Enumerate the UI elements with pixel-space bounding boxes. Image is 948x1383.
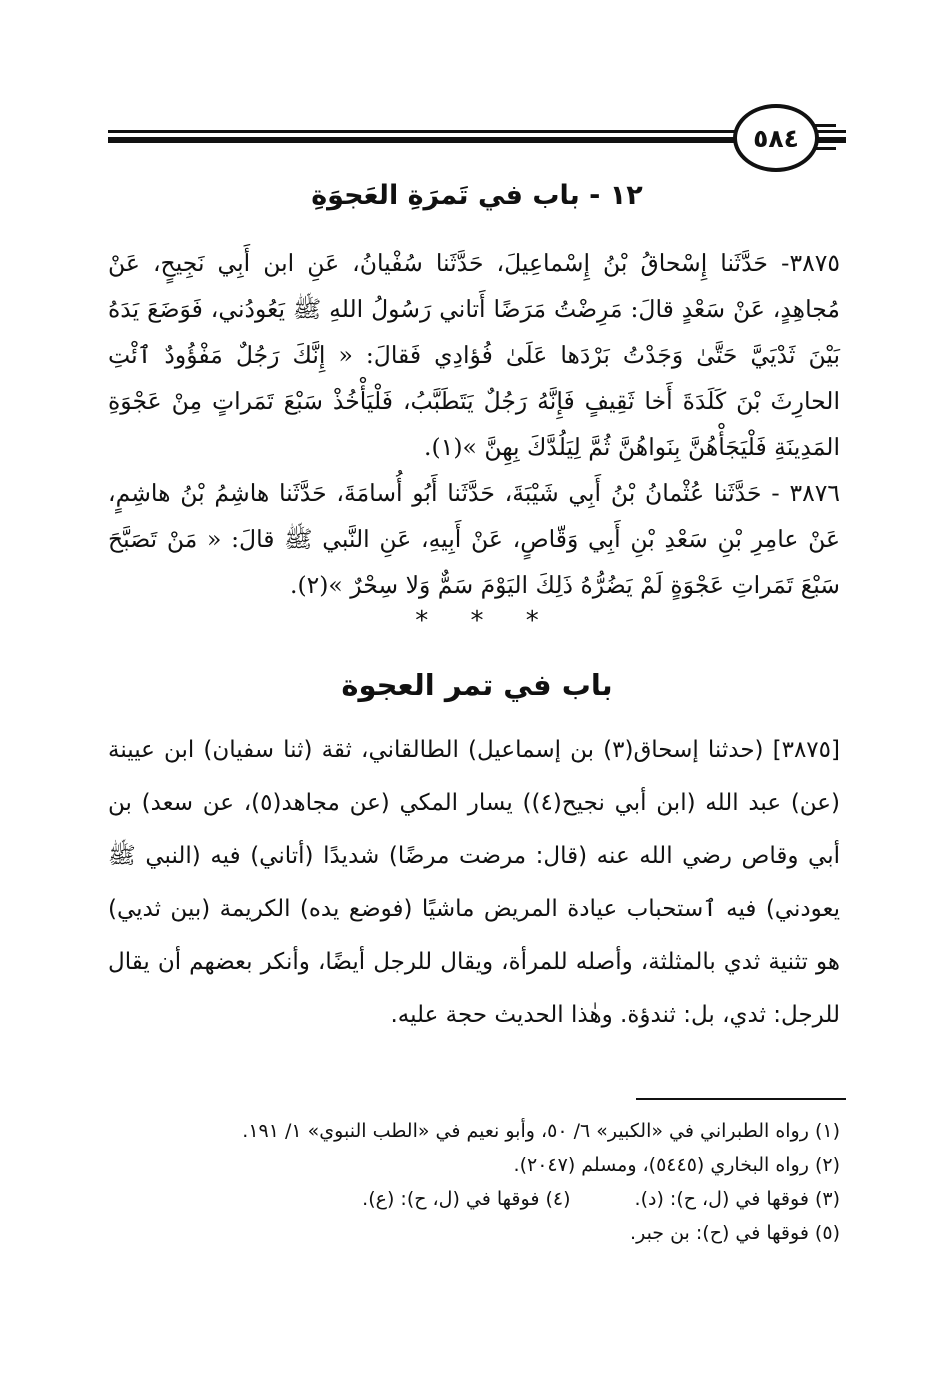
- footnote-row-3-4: [108, 1182, 840, 1216]
- hadith-number: ٣٨٧٦ -: [771, 479, 840, 507]
- footnote-4: (٤) فوقها في (ل، ح): (ع).: [362, 1188, 571, 1210]
- footnote-divider: [636, 1098, 846, 1100]
- commentary-paragraph: [٣٨٧٥] (حدثنا إسحاق(٣) بن إسماعيل) الطالقاني، ثقة (ثنا سفيان) ابن عيينة (عن) عبد الله (ابن أبي نجيح(٤)) يسار المكي (عن مجاهد(٥)، عن سعد) بن أبي وقاص رضي الله عنه (قال: مرضت مرضًا) شديدًا (أتاني) فيه (النبي ﷺ يعودني) فيه ٱستحباب عيادة المريض ماشيًا (فوضع يده) الكريمة (بين ثديي) هو تثنية ثدي بالمثلثة، وأصله للمرأة، ويقال للرجل أيضًا، وأنكر بعضهم أن يقال للرجل: ثدي، بل: ثندؤة. وهٰذا الحديث حجة عليه.: [108, 737, 841, 1028]
- page-number: ٥٨٤: [733, 104, 819, 172]
- section-separator: * * *: [415, 606, 539, 636]
- hadith-text: حَدَّثَنا إِسْحاقُ بْنُ إِسْماعِيلَ، حَدَّثَنا سُفْيانُ، عَنِ ابن أَبِي نَجِيحٍ، عَنْ مُجاهِدٍ، عَنْ سَعْدٍ قالَ: مَرِضْتُ مَرَضًا أَتاني رَسُولُ اللهِ ﷺ يَعُودُني، فَوَضَعَ يَدَهُ بَيْنَ ثَدْيَيَّ حَتَّىٰ وَجَدْتُ بَرْدَها عَلَىٰ فُؤادِي فَقالَ: « إِنَّكَ رَجُلٌ مَفْؤُودٌ ٱئْتِ الحارِثَ بْنَ كَلَدَةَ أَخا ثَقِيفٍ فَإِنَّهُ رَجُلٌ يَتَطَبَّبُ، فَلْيَأْخُذْ سَبْعَ تَمَراتٍ مِنْ عَجْوَةِ المَدِينَةِ فَلْيَجَأْهُنَّ بِنَواهُنَّ ثُمَّ لِيَلُدَّكَ بِهِنَّ »(١).: [108, 249, 840, 461]
- chapter-title: ١٢ - باب في تَمرَةِ العَجوَةِ: [311, 180, 643, 211]
- footnote-2: (٢) رواه البخاري (٥٤٤٥)، ومسلم (٢٠٤٧).: [513, 1154, 840, 1176]
- commentary-section-title: باب في تمر العجوة: [341, 668, 613, 702]
- hadith-3876: [108, 470, 840, 608]
- hadith-3875: [108, 240, 840, 470]
- footnotes: [108, 1114, 840, 1250]
- hadith-number: ٣٨٧٥-: [781, 249, 840, 277]
- footnote-1: (١) رواه الطبراني في «الكبير» ٦/ ٥٠، وأبو نعيم في «الطب النبوي» ١/ ١٩١.: [242, 1120, 840, 1142]
- hadith-text: حَدَّثَنا عُثْمانُ بْنُ أَبِي شَيْبَةَ، حَدَّثَنا أَبُو أُسامَةَ، حَدَّثَنا هاشِمُ بْنُ هاشِمٍ، عَنْ عامِرِ بْنِ سَعْدِ بْنِ أَبِي وَقّاصٍ، عَنْ أَبِيهِ، عَنِ النَّبي ﷺ قالَ: « مَنْ تَصَبَّحَ سَبْعَ تَمَراتِ عَجْوَةٍ لَمْ يَضُرُّهُ ذَلِكَ اليَوْمَ سَمٌّ وَلا سِحْرٌ »(٢).: [108, 479, 840, 599]
- footnote-5: (٥) فوقها في (ح): بن جبر.: [630, 1222, 840, 1244]
- footnote-3: (٣) فوقها في (ل، ح): (د).: [634, 1188, 840, 1210]
